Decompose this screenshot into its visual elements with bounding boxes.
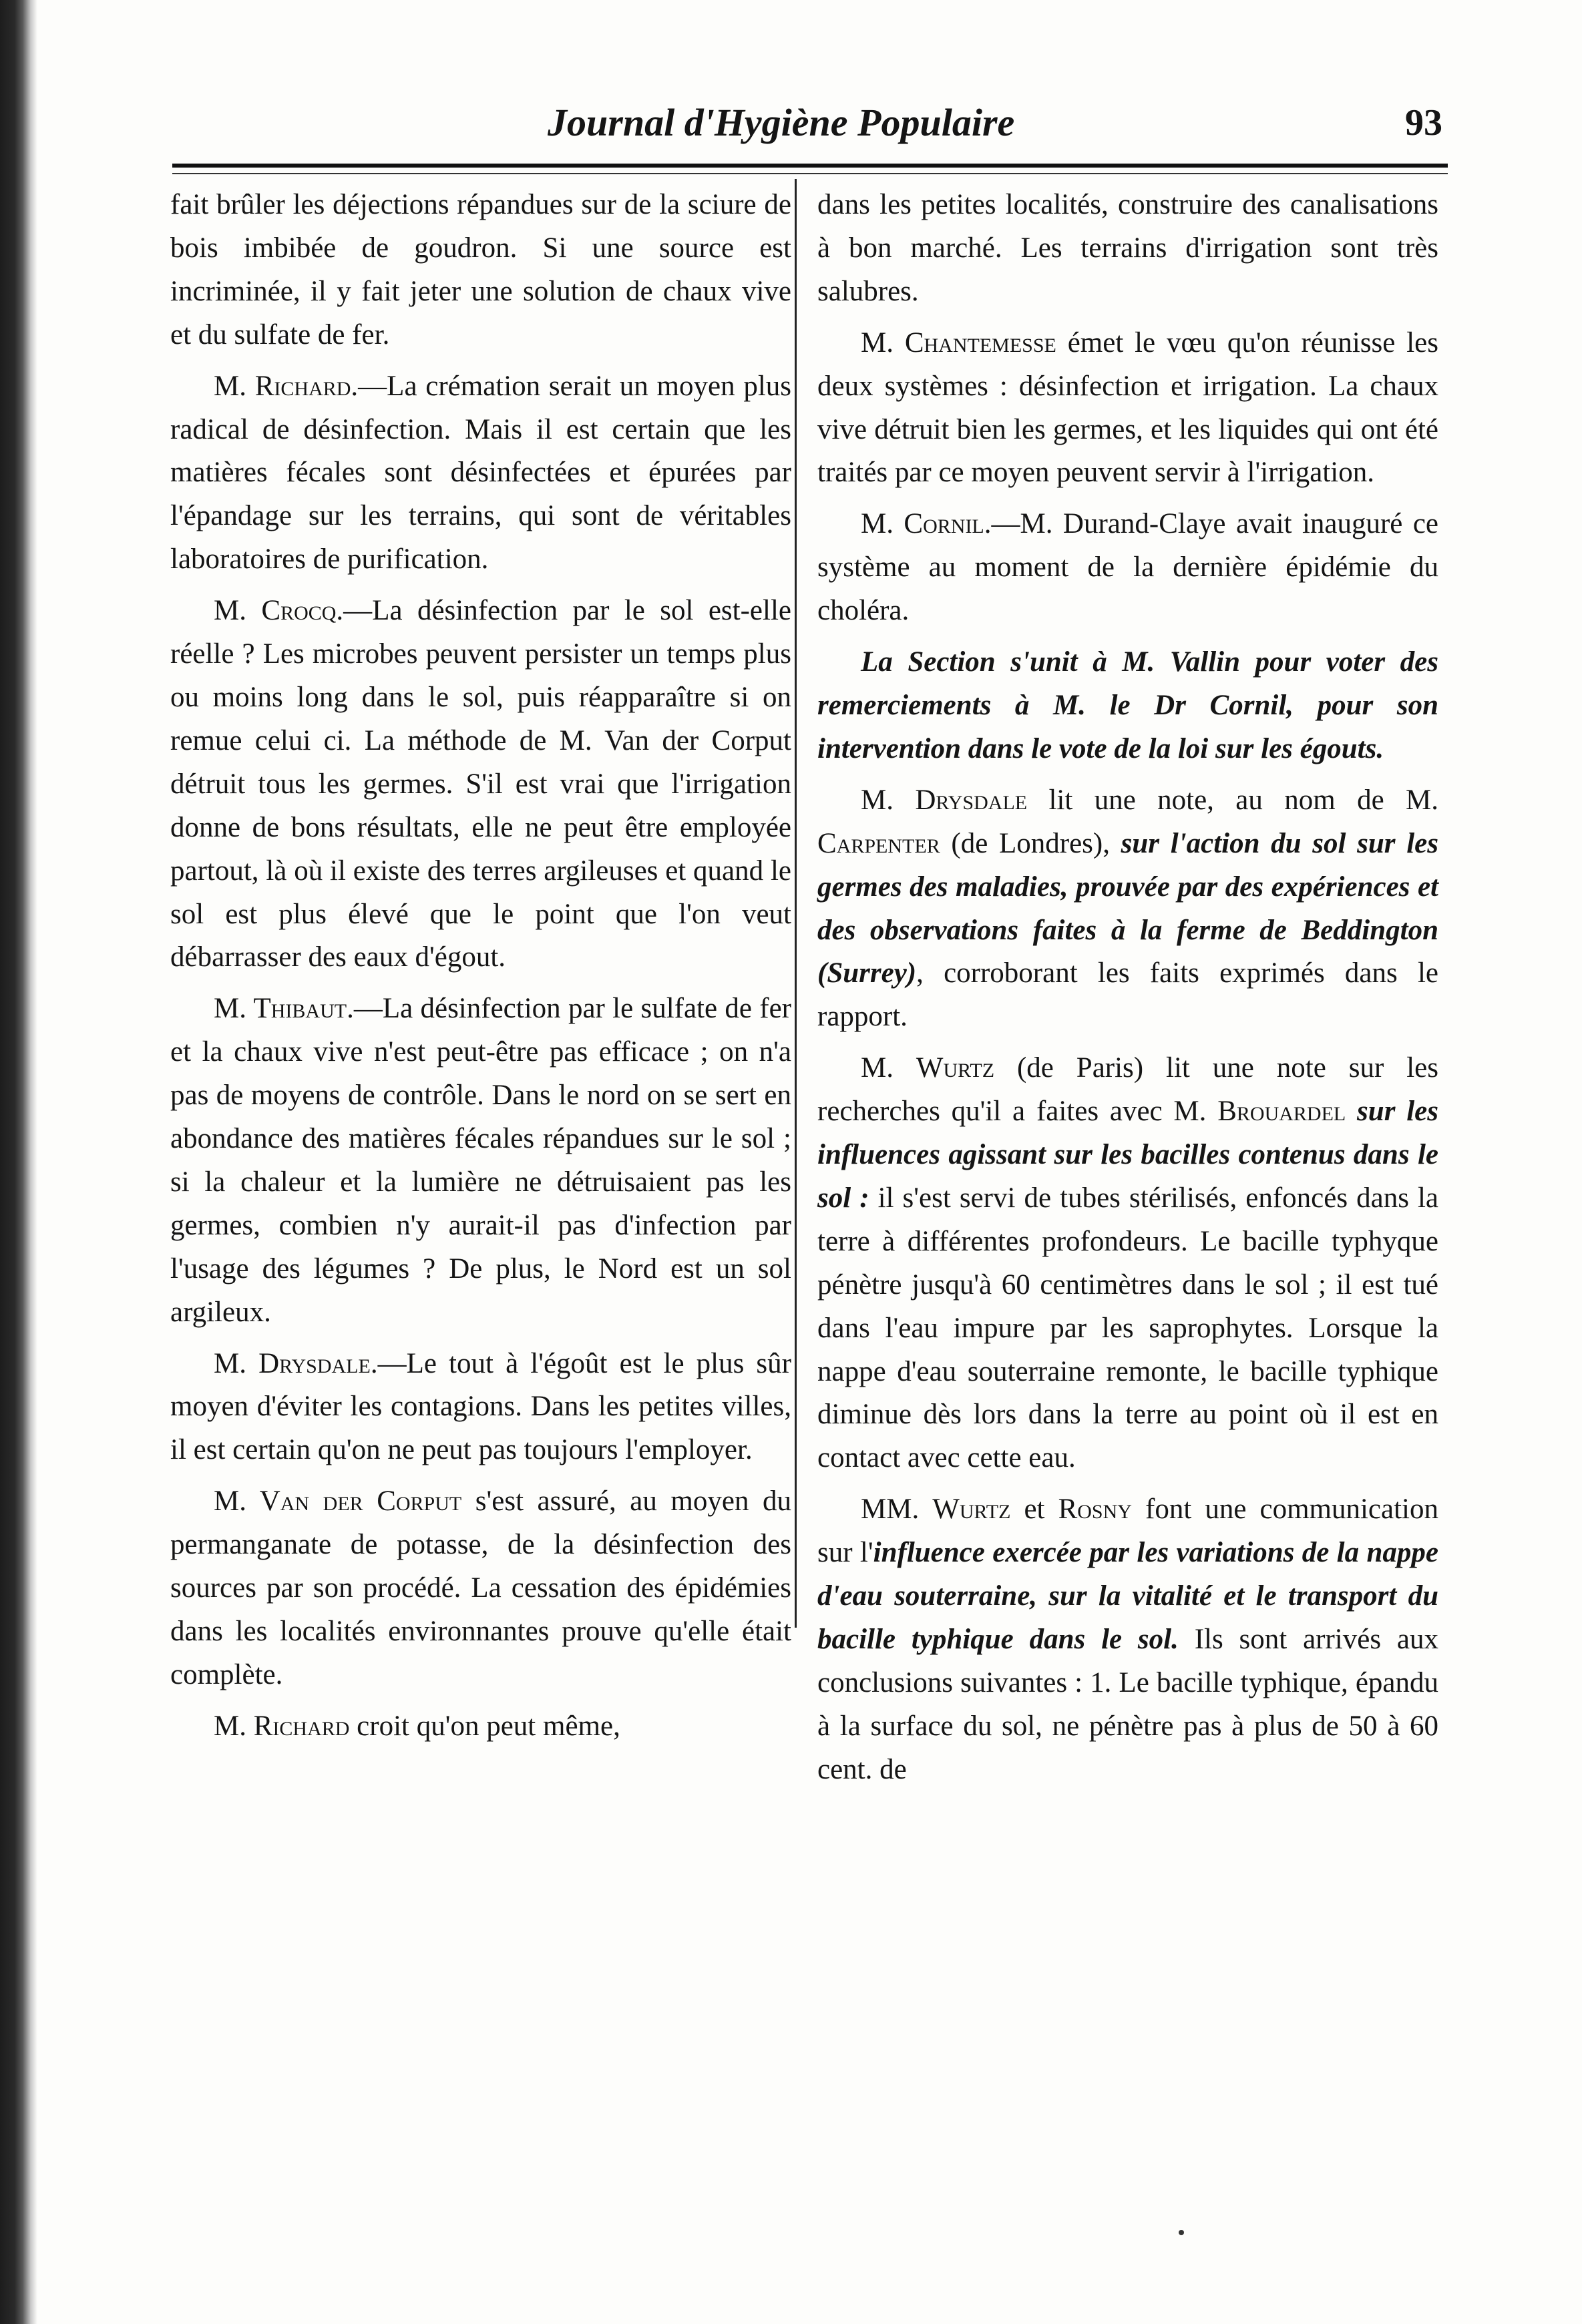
- paragraph: [817, 1047, 1438, 1480]
- paragraph-text: La désinfection par le sol est-elle réelle ? Les microbes peuvent persister un temps plus ou moins long dans le sol, puis réapparaître si on remue celui ci. La méthode de M. Van der Corput détruit tous les germes. S'il est vrai que l'irrigation donne de bons résultats, elle ne peut être employée partout, là où il existe des terres argileuses et quand le sol est plus élevé que le point que l'on veut débarrasser des eaux d'égout.: [170, 595, 792, 973]
- paragraph-text: il s'est servi de tubes stérilisés, enfoncés dans la terre à différentes profondeurs. Le bacille typhyque pénètre jusqu'à 60 centimètres dans le sol ; il est tué dans l'eau impure par les saprophytes. Lorsque la nappe d'eau souterraine remonte, le bacille typhique diminue dès lors dans la terre au point où il est en contact avec cette eau.: [817, 1182, 1439, 1474]
- paragraph-text: MM.: [861, 1493, 933, 1526]
- speaker-name: M. Thibaut.—: [214, 993, 383, 1025]
- paragraph-text: s'est assuré, au moyen du permanganate de potasse, de la désinfection des sources par son procédé. La cessation des épidémies dans les localités environnantes prouve qu'elle était complète.: [170, 1485, 791, 1690]
- scan-binding-edge: [0, 0, 37, 2324]
- paragraph: [817, 503, 1438, 633]
- paragraph: [817, 184, 1438, 314]
- page-number: 93: [1405, 102, 1442, 144]
- column-divider: [795, 179, 797, 1628]
- paragraph-text: croit qu'on peut même,: [349, 1710, 620, 1742]
- speaker-name: M. Chantemesse: [861, 326, 1056, 359]
- paragraph-text: (de Londres),: [940, 827, 1121, 859]
- paragraph: [170, 987, 791, 1334]
- paragraph-text: Ils sont arrivés aux conclusions suivantes : 1. Le bacille typhique, épandu à la surface du sol, ne pénètre pas à plus de 50 à 60 cent. de: [817, 1624, 1438, 1785]
- header-rule: [172, 164, 1448, 168]
- speaker-name: Wurtz: [932, 1493, 1011, 1526]
- paragraph: [170, 590, 791, 979]
- paragraph: [170, 1705, 791, 1749]
- paragraph: [170, 1343, 791, 1473]
- speaker-name: Drysdale: [915, 784, 1028, 816]
- paragraph: [170, 1480, 791, 1697]
- left-column: [170, 184, 791, 1757]
- paragraph: [817, 641, 1438, 771]
- paragraph-text: M.: [861, 1052, 916, 1084]
- paragraph-text: lit une note, au nom de M.: [1027, 784, 1439, 816]
- italic-title: influence exercée par les variations de la nappe d'eau souterraine, sur la vitalité et le transport du bacille typhique dans le sol.: [817, 1537, 1439, 1655]
- paragraph-text: La désinfection par le sulfate de fer et la chaux vive n'est peut-être pas efficace ; on n'a pas de moyens de contrôle. Dans le nord on se sert en abondance des matières fécales répandues sur le sol ; si la chaleur et la lumière ne détruisaient pas les germes, combien n'y aurait-il pas d'infection par l'usage des légumes ? De plus, le Nord est un sol argileux.: [170, 993, 791, 1328]
- italic-resolution: La Section s'unit à M. Vallin pour voter des remerciements à M. le Dr Cornil, pour son intervention dans le vote de la loi sur les égouts.: [817, 646, 1438, 764]
- paragraph: [817, 1488, 1438, 1791]
- paragraph-text: , corroborant les faits exprimés dans le rapport.: [817, 957, 1438, 1033]
- speaker-name: M. Richard: [214, 1710, 350, 1742]
- paragraph: [817, 779, 1438, 1039]
- page-header: [548, 100, 1456, 154]
- speaker-name: M. Van der Corput: [214, 1485, 462, 1518]
- speaker-name: M. Richard.—: [214, 370, 387, 402]
- italic-title: sur les influences agissant sur les bacilles contenus dans le sol :: [817, 1096, 1438, 1214]
- speaker-name: Wurtz: [916, 1052, 995, 1084]
- header-rule-thin: [172, 173, 1448, 174]
- speaker-name: Carpenter: [817, 827, 940, 859]
- ink-speck: [1179, 2230, 1184, 2235]
- right-column: [817, 184, 1438, 1800]
- paragraph: [817, 322, 1438, 495]
- paragraph-text: (de Paris) lit une note sur les recherches qu'il a faites avec M.: [817, 1052, 1438, 1128]
- italic-title: sur l'action du sol sur les germes des maladies, prouvée par des expériences et des observations faites à la ferme de Beddington (Surrey): [817, 827, 1438, 989]
- speaker-name: M. Drysdale.—: [214, 1347, 407, 1379]
- paragraph: [170, 365, 791, 582]
- speaker-name: Brouardel: [1217, 1096, 1346, 1128]
- paragraph-text: dans les petites localités, construire des canalisations à bon marché. Les terrains d'irrigation sont très salubres.: [817, 189, 1438, 307]
- paragraph-text: fait brûler les déjections répandues sur de la sciure de bois imbibée de goudron. Si une source est incriminée, il y fait jeter une solution de chaux vive et du sulfate de fer.: [170, 189, 791, 351]
- speaker-name: M. Cornil.—: [861, 508, 1020, 540]
- speaker-name: Rosny: [1058, 1493, 1132, 1526]
- paragraph-text: La crémation serait un moyen plus radical de désinfection. Mais il est certain que les matières fécales sont désinfectées et épurées par l'épandage sur les terrains, qui sont de véritables laboratoires de purification.: [170, 370, 791, 575]
- paragraph-text: émet le vœu qu'on réunisse les deux systèmes : désinfection et irrigation. La chaux vive détruit bien les germes, et les liquides qui ont été traités par ce moyen peuvent servir à l'irrigation.: [817, 326, 1438, 489]
- journal-title: Journal d'Hygiène Populaire: [548, 101, 1015, 144]
- speaker-name: M. Crocq.—: [214, 595, 373, 627]
- paragraph-text: et: [1010, 1493, 1058, 1526]
- paragraph-text: font une communication sur l': [817, 1493, 1438, 1569]
- paragraph-text: Le tout à l'égoût est le plus sûr moyen d'éviter les contagions. Dans les petites villes, il est certain qu'on ne peut pas toujours l'employer.: [170, 1347, 791, 1466]
- paragraph-text: M.: [861, 784, 916, 816]
- paragraph: [170, 184, 791, 357]
- paragraph-text: M. Durand-Claye avait inauguré ce système au moment de la dernière épidémie du choléra.: [817, 508, 1438, 627]
